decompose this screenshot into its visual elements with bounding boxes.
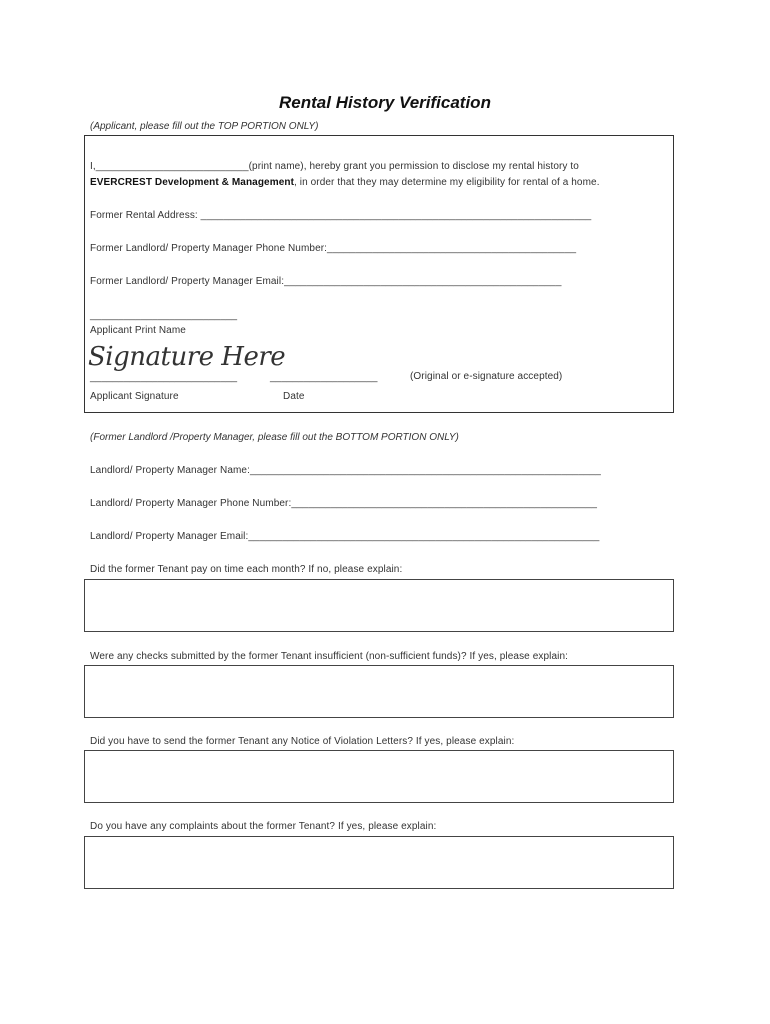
- answer-box-insufficient-checks[interactable]: [84, 665, 674, 718]
- signature-label: Applicant Signature: [90, 391, 179, 402]
- former-landlord-phone-field[interactable]: Former Landlord/ Property Manager Phone Number:____________________________________________: [90, 243, 577, 254]
- print-name-line[interactable]: __________________________: [90, 310, 238, 321]
- date-line[interactable]: ___________________: [270, 372, 378, 383]
- question-insufficient-checks: Were any checks submitted by the former Tenant insufficient (non-sufficient funds)? If yes, please explain:: [90, 651, 568, 662]
- manager-name-field[interactable]: Landlord/ Property Manager Name:______________________________________________________________: [90, 465, 601, 476]
- answer-box-pay-on-time[interactable]: [84, 579, 674, 632]
- top-instruction: (Applicant, please fill out the TOP PORTION ONLY): [90, 121, 319, 132]
- answer-box-violation-letters[interactable]: [84, 750, 674, 803]
- former-landlord-email-field[interactable]: Former Landlord/ Property Manager Email:_________________________________________________: [90, 276, 562, 287]
- consent-line-2-rest: , in order that they may determine my eligibility for rental of a home.: [294, 177, 600, 188]
- answer-box-complaints[interactable]: [84, 836, 674, 889]
- consent-line-2: [90, 177, 600, 188]
- consent-line-1: I,___________________________(print name), hereby grant you permission to disclose my rental history to: [90, 161, 579, 172]
- page-title: Rental History Verification: [279, 93, 491, 112]
- manager-phone-field[interactable]: Landlord/ Property Manager Phone Number:______________________________________________________: [90, 498, 598, 509]
- former-address-field[interactable]: Former Rental Address: _____________________________________________________________________: [90, 210, 592, 221]
- signature-note: (Original or e-signature accepted): [410, 371, 563, 382]
- question-violation-letters: Did you have to send the former Tenant any Notice of Violation Letters? If yes, please explain:: [90, 736, 515, 747]
- question-pay-on-time: Did the former Tenant pay on time each month? If no, please explain:: [90, 564, 403, 575]
- question-complaints: Do you have any complaints about the former Tenant? If yes, please explain:: [90, 821, 437, 832]
- bottom-instruction: (Former Landlord /Property Manager, please fill out the BOTTOM PORTION ONLY): [90, 432, 459, 443]
- print-name-label: Applicant Print Name: [90, 325, 186, 336]
- date-label: Date: [283, 391, 305, 402]
- signature-sample: Signature Here: [88, 342, 286, 372]
- company-name: EVERCREST Development & Management: [90, 177, 294, 188]
- manager-email-field[interactable]: Landlord/ Property Manager Email:______________________________________________________________: [90, 531, 600, 542]
- signature-line[interactable]: __________________________: [90, 372, 238, 383]
